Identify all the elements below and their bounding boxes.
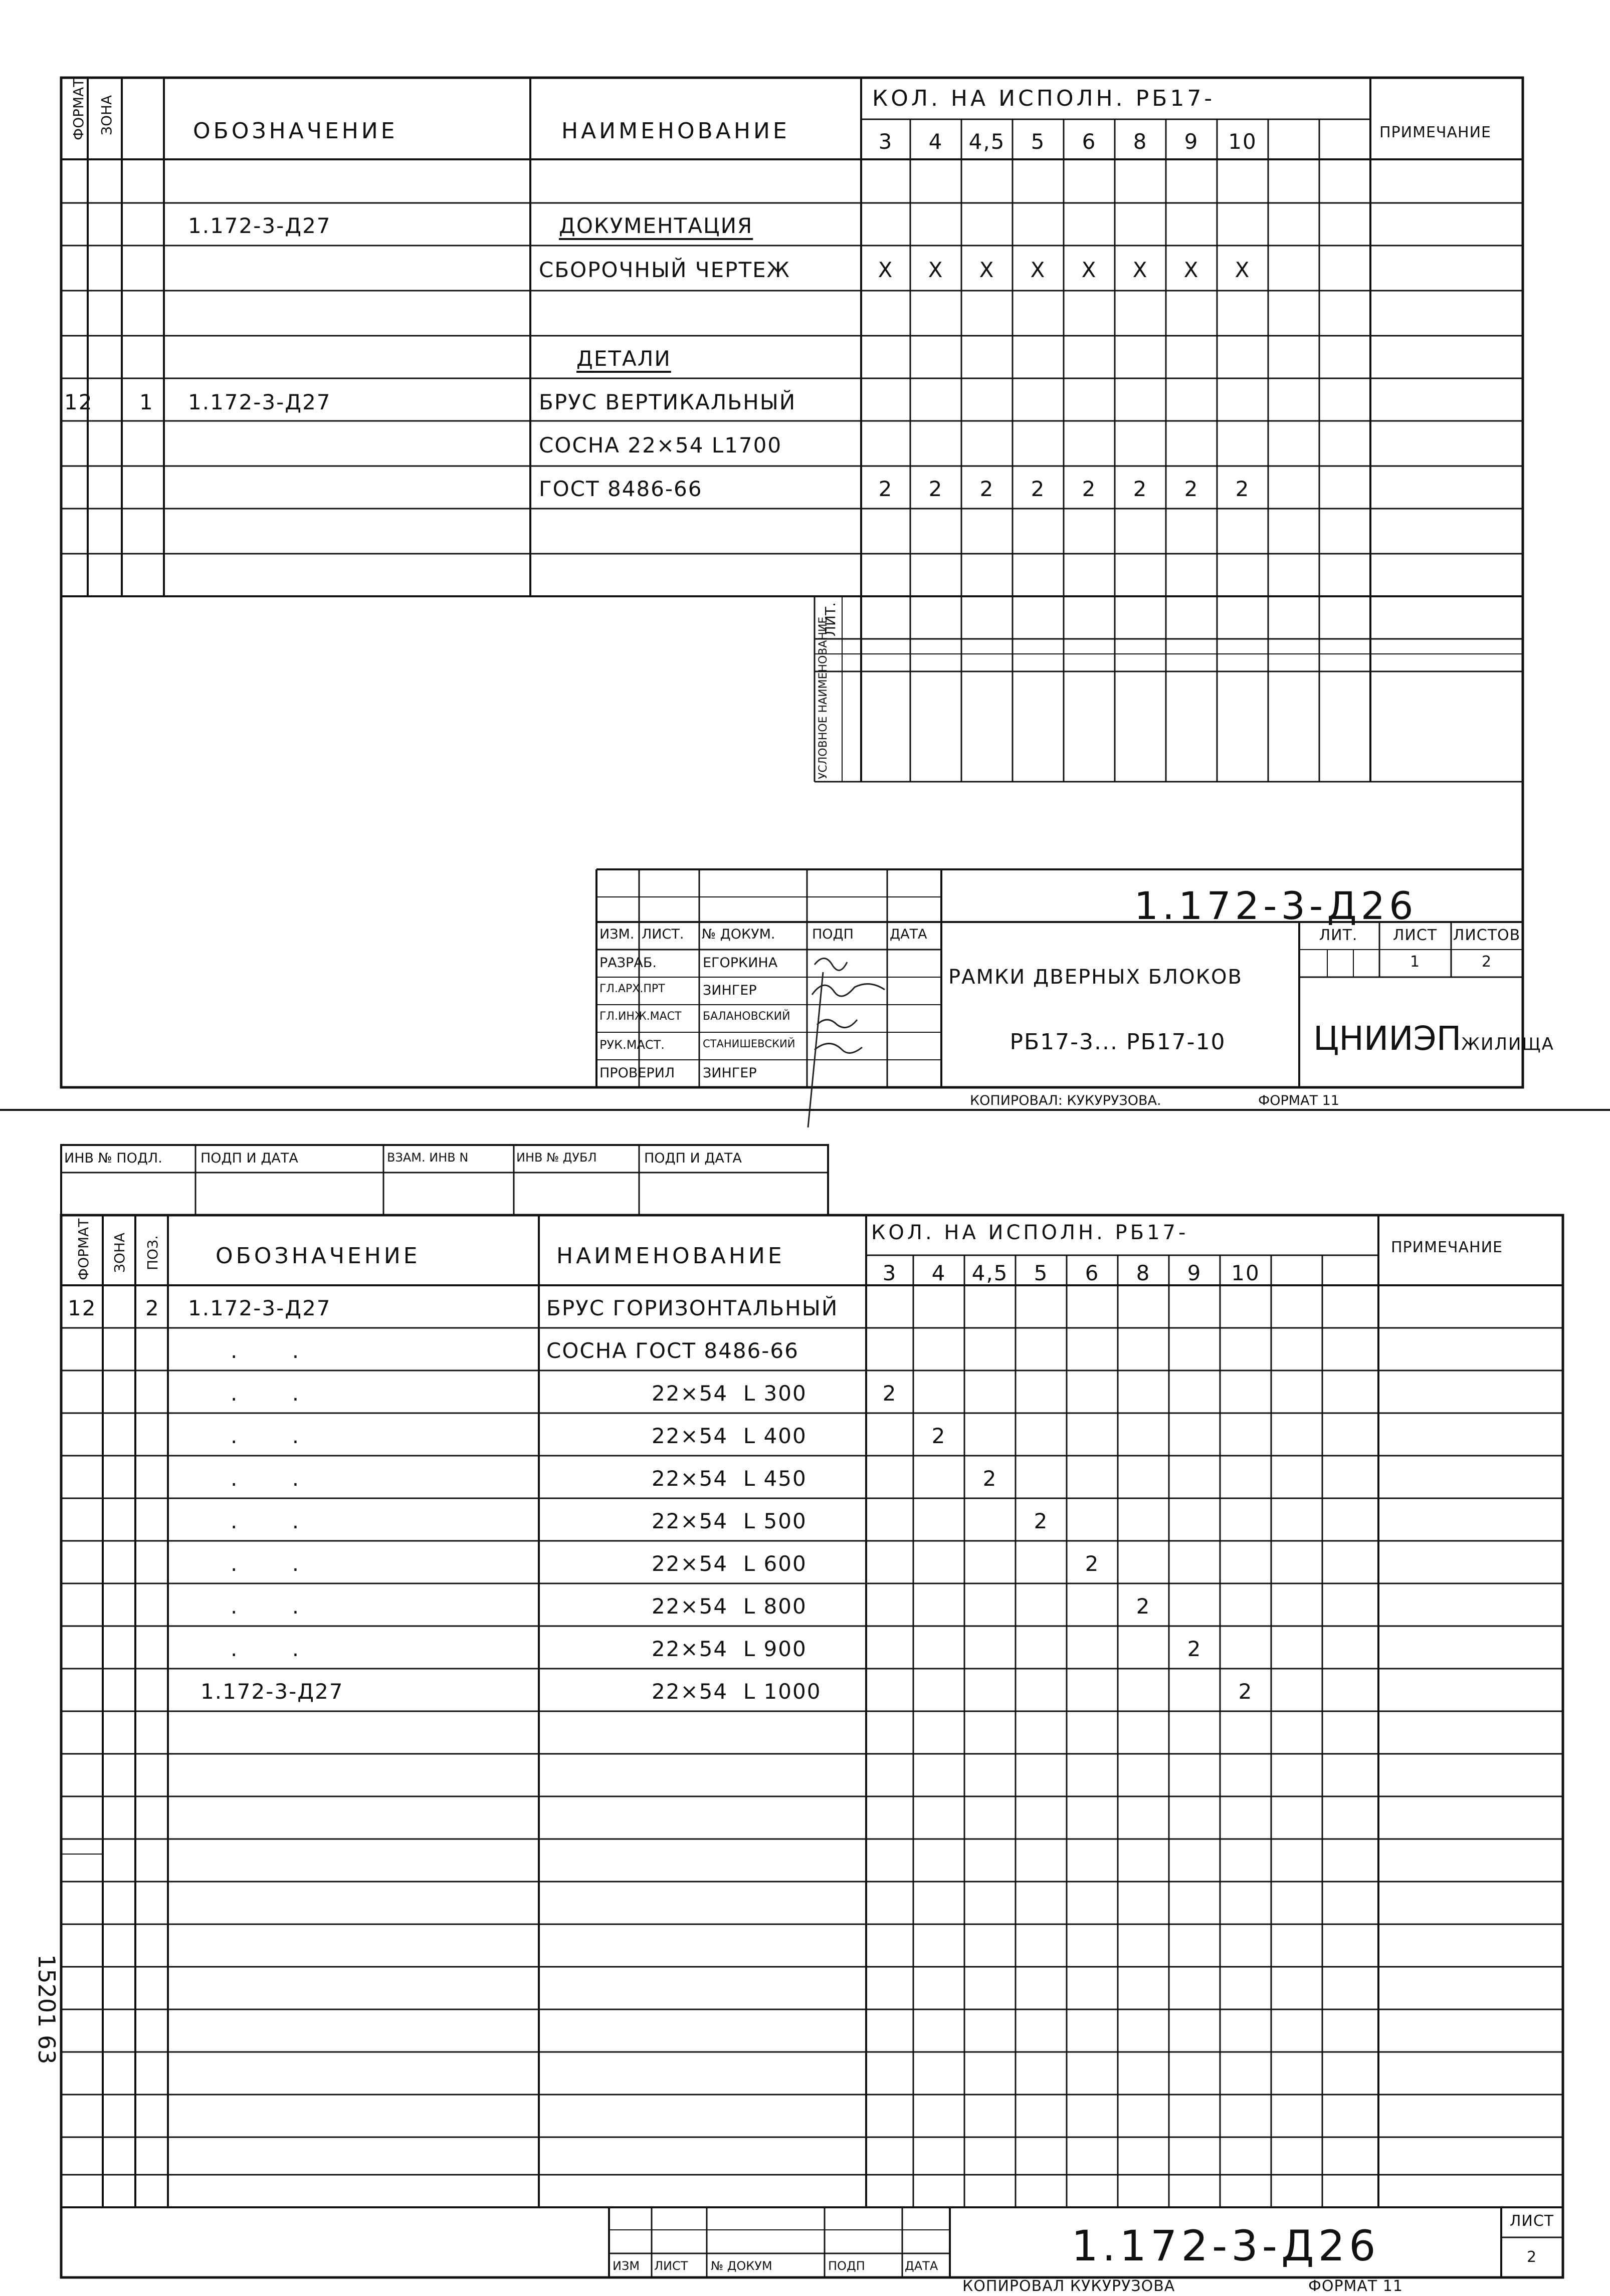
name-header: НАИМЕНОВАНИЕ [561, 118, 790, 144]
qty-title: КОЛ. НА ИСПОЛН. РБ17- [872, 86, 1216, 111]
ditto-mark: . . [231, 1509, 300, 1533]
variant-header: 4,5 [971, 1261, 1009, 1285]
variant-header: 8 [1133, 129, 1148, 154]
sheet-header: ЛИСТ [1392, 927, 1438, 944]
ditto-mark: . . [231, 1338, 300, 1363]
row-name: БРУС ГОРИЗОНТАЛЬНЫЙ [546, 1296, 839, 1320]
ditto-mark: . . [231, 1594, 300, 1619]
qty-cell: 2 [878, 477, 893, 501]
inv-box-label: ИНВ № ДУБЛ [516, 1151, 597, 1165]
inv-box-label: ИНВ № ПОДЛ. [64, 1151, 162, 1166]
qty-cell: X [1081, 258, 1097, 282]
ditto-mark: . . [231, 1637, 300, 1661]
qty-cell: X [1183, 258, 1199, 282]
lit-label: ЛИТ. [822, 602, 839, 636]
variant-header: 4 [928, 129, 943, 154]
stamp-col-label: ЛИСТ. [642, 927, 684, 942]
qty-cell: 2 [1034, 1509, 1049, 1533]
row-format: 12 [68, 1296, 97, 1320]
qty-cell: 2 [1238, 1679, 1253, 1704]
row-name: ДЕТАЛИ [576, 346, 671, 371]
stamp-col-label: ЛИСТ [654, 2259, 688, 2273]
zone-header: ЗОНА [98, 95, 115, 135]
sheet-number: 1 [1410, 953, 1421, 971]
ditto-mark: . . [231, 1381, 300, 1406]
qty-cell: X [928, 258, 944, 282]
pos-header: ПОЗ. [144, 1235, 161, 1270]
stamp-person: ЕГОРКИНА [703, 955, 778, 971]
qty-cell: 2 [928, 477, 943, 501]
stamp-title: РАМКИ ДВЕРНЫХ БЛОКОВ [948, 966, 1243, 989]
qty-cell: 2 [1133, 477, 1148, 501]
row-name: 22×54 L 800 [652, 1594, 807, 1619]
row-name: 22×54 L 600 [652, 1551, 807, 1576]
note-header: ПРИМЕЧАНИЕ [1379, 124, 1491, 141]
sheets-header: ЛИСТОВ [1453, 927, 1521, 944]
ditto-mark: . . [231, 1424, 300, 1448]
row-name: БРУС ВЕРТИКАЛЬНЫЙ [539, 390, 796, 414]
stamp-person: ЗИНГЕР [703, 983, 757, 998]
qty-cell: X [1030, 258, 1046, 282]
inv-box-label: ВЗАМ. ИНВ N [387, 1151, 469, 1165]
sheet-header: ЛИСТ [1509, 2212, 1554, 2230]
stamp-col-label: ПОДП [828, 2259, 865, 2273]
ditto-mark: . . [231, 1466, 300, 1491]
stamp-col-label: ИЗМ [613, 2259, 640, 2273]
stamp-subtitle: РБ17-3... РБ17-10 [1010, 1029, 1226, 1055]
variant-header: 9 [1184, 129, 1199, 154]
qty-cell: 2 [1136, 1594, 1151, 1619]
variant-header: 8 [1136, 1261, 1151, 1285]
inv-box-label: ПОДП И ДАТА [644, 1151, 742, 1166]
stamp-col-label: ДАТА [890, 927, 927, 942]
variant-header: 5 [1031, 129, 1046, 154]
row-name: ДОКУМЕНТАЦИЯ [559, 213, 753, 238]
row-pos: 1 [139, 390, 154, 414]
variant-header: 3 [878, 129, 893, 154]
sheets-count: 2 [1481, 953, 1492, 971]
name-header: НАИМЕНОВАНИЕ [556, 1243, 785, 1269]
row-pos: 2 [145, 1296, 160, 1320]
row-name: 22×54 L 900 [652, 1637, 807, 1661]
note-header: ПРИМЕЧАНИЕ [1391, 1239, 1503, 1256]
variant-header: 6 [1085, 1261, 1100, 1285]
qty-cell: X [878, 258, 894, 282]
row-name: СБОРОЧНЫЙ ЧЕРТЕЖ [539, 258, 790, 282]
variant-header: 4 [931, 1261, 946, 1285]
qty-cell: X [1132, 258, 1148, 282]
lit-header: ЛИТ. [1319, 927, 1358, 944]
stamp-col-label: ПОДП [812, 927, 854, 942]
row-name: СОСНА 22×54 L1700 [539, 433, 782, 457]
qty-cell: 2 [1085, 1551, 1100, 1576]
qty-cell: 2 [982, 1466, 997, 1491]
qty-cell: 2 [1031, 477, 1046, 501]
qty-cell: 2 [882, 1381, 897, 1406]
format-note: ФОРМАТ 11 [1308, 2277, 1403, 2295]
variant-header: 6 [1082, 129, 1097, 154]
stamp-col-label: № ДОКУМ. [702, 927, 775, 942]
stamp-person: ЗИНГЕР [703, 1065, 757, 1081]
variant-header: 4,5 [968, 129, 1005, 154]
format-header: ФОРМАТ [70, 78, 87, 140]
qty-cell: 2 [1235, 477, 1250, 501]
side-inventory-number: 15201 63 [33, 1954, 60, 2064]
row-name: СОСНА ГОСТ 8486-66 [546, 1338, 799, 1363]
format-note: ФОРМАТ 11 [1258, 1093, 1339, 1108]
qty-cell: X [979, 258, 995, 282]
row-designation: 1.172-3-Д27 [200, 1679, 344, 1704]
row-designation: 1.172-3-Д27 [188, 390, 331, 414]
copied-by-note: КОПИРОВАЛ: КУКУРУЗОВА. [970, 1093, 1161, 1108]
qty-cell: 2 [1187, 1637, 1202, 1661]
qty-title: КОЛ. НА ИСПОЛН. РБ17- [871, 1221, 1189, 1244]
row-designation: 1.172-3-Д27 [188, 213, 331, 238]
stamp-role: РУК.МАСТ. [599, 1038, 665, 1052]
qty-cell: 2 [979, 477, 994, 501]
qty-cell: 2 [931, 1424, 946, 1448]
designation-header: ОБОЗНАЧЕНИЕ [216, 1243, 421, 1269]
condition-name-label: УСЛОВНОЕ НАИМЕНОВАНИЕ [817, 616, 830, 779]
stamp-role: ГЛ.ИНЖ.МАСТ [599, 1010, 682, 1023]
row-name: ГОСТ 8486-66 [539, 477, 703, 501]
qty-cell: 2 [1184, 477, 1199, 501]
variant-header: 10 [1231, 1261, 1260, 1285]
stamp-role: ГЛ.АРХ.ПРТ [599, 983, 665, 995]
stamp-person: БАЛАНОВСКИЙ [703, 1010, 790, 1023]
stamp-col-label: № ДОКУМ [711, 2259, 772, 2273]
stamp-role: ПРОВЕРИЛ [599, 1065, 675, 1081]
zone-header: ЗОНА [111, 1232, 128, 1273]
row-name: 22×54 L 300 [652, 1381, 807, 1406]
qty-cell: 2 [1082, 477, 1097, 501]
row-name: 22×54 L 500 [652, 1509, 807, 1533]
variant-header: 9 [1187, 1261, 1202, 1285]
org-main: ЦНИИЭП [1313, 1019, 1462, 1058]
inv-box-label: ПОДП И ДАТА [200, 1151, 298, 1166]
qty-cell: X [1235, 258, 1251, 282]
stamp-col-label: ДАТА [905, 2259, 938, 2273]
row-designation: 1.172-3-Д27 [188, 1296, 331, 1320]
stamp-person: СТАНИШЕВСКИЙ [703, 1038, 795, 1050]
variant-header: 3 [882, 1261, 897, 1285]
doc-code: 1.172-3-Д26 [1134, 883, 1418, 928]
variant-header: 5 [1034, 1261, 1049, 1285]
stamp-role: РАЗРАБ. [599, 955, 657, 971]
row-name: 22×54 L 400 [652, 1424, 807, 1448]
row-name: 22×54 L 450 [652, 1466, 807, 1491]
row-format: 12 [64, 390, 93, 414]
variant-header: 10 [1228, 129, 1257, 154]
ditto-mark: . . [231, 1551, 300, 1576]
doc-code: 1.172-3-Д26 [1071, 2221, 1380, 2270]
sheet-number: 2 [1526, 2248, 1537, 2266]
stamp-col-label: ИЗМ. [599, 927, 635, 942]
designation-header: ОБОЗНАЧЕНИЕ [193, 118, 398, 144]
org-sub: ЖИЛИЩА [1461, 1034, 1554, 1054]
row-name: 22×54 L 1000 [652, 1679, 822, 1704]
copied-by-note: КОПИРОВАЛ КУКУРУЗОВА [962, 2277, 1175, 2295]
format-header: ФОРМАТ [75, 1218, 92, 1280]
